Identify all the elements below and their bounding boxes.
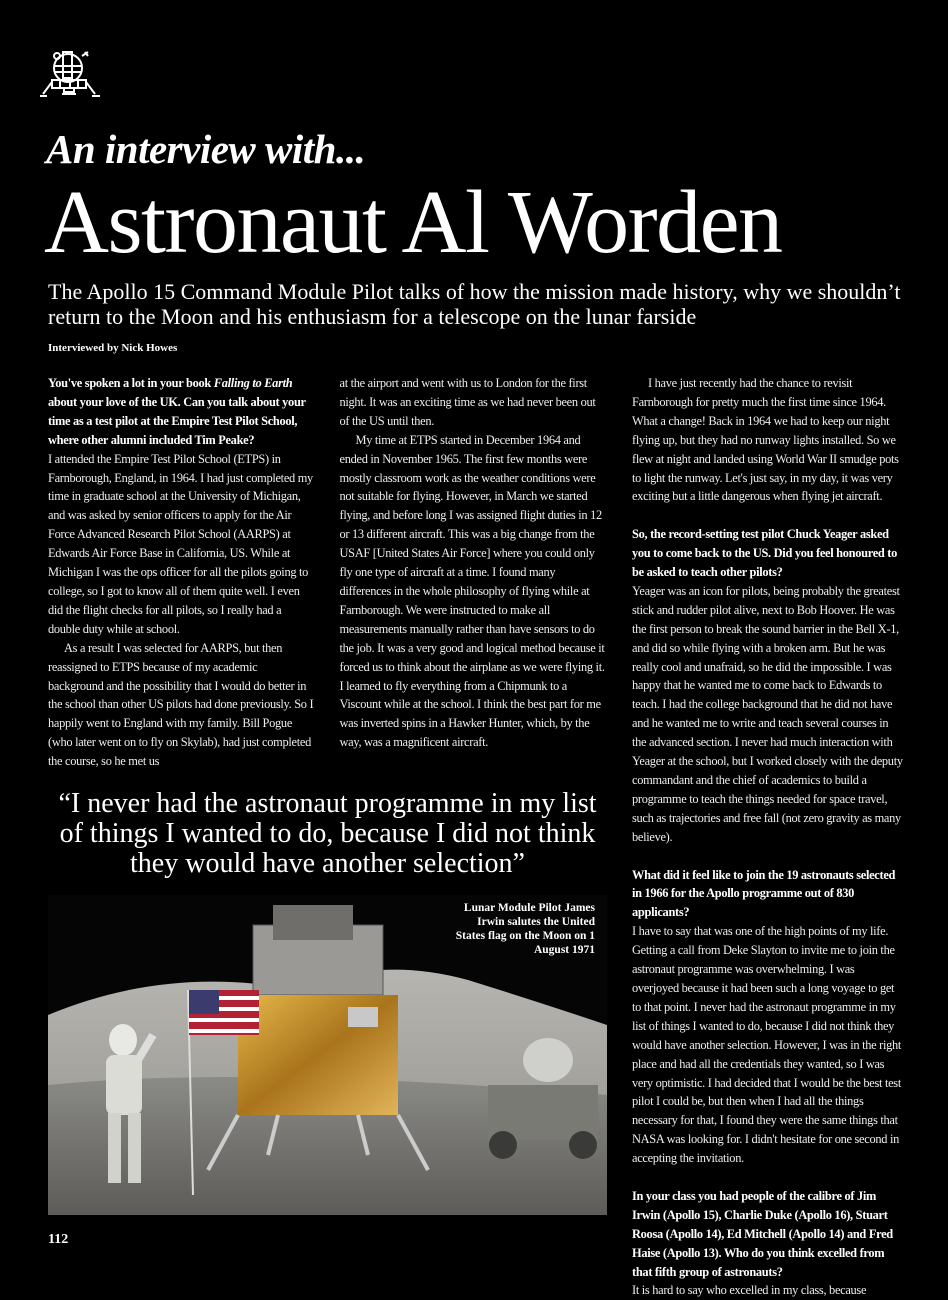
answer-paragraph: Yeager was an icon for pilots, being probably the greatest stick and rudder pilot alive, next to Bob Hoover. He was the first person to break the sound barrier in the Bell X-1, and did so while flying with a broken arm. But he was really cool and unafraid, so he did the impossible. I was happy that he wanted me to come back to Edwards to teach. I had the college background that he did not have and he wanted me to write and teach several courses in the advanced section. I never had much interaction with Yeager at the school, but I worked closely with the deputy commandant and the chief of academics to build a programme to teach the things needed for space travel, such as trajectories and free fall (not zero gravity as many believe).	[632, 583, 903, 844]
lunar-module-icon	[38, 48, 102, 104]
answer-paragraph: My time at ETPS started in December 1964 and ended in November 1965. The first few months were mostly classroom work as the weather conditions were not suitable for flying. However, in March we started flying, and before long I was assigned flight duties in 12 or 13 different aircraft. This was a big change from the USAF [United States Air Force] where you could only fly one type of aircraft at a time. I found many differences in the whole philosophy of flying while at Farnborough. We were instructed to make all measurements manually rather than have sensors to do the job. It was a very good and logical method because it forced us to think about the airplane as we were flying it. I learned to fly everything from a Chipmunk to a Viscount while at the school. I think the best part for me was inverted spins in a Hawker Hunter, which, by the way, was a magnificent aircraft.	[339, 432, 605, 750]
column-3	[632, 374, 904, 1300]
page-number: 112	[48, 1232, 69, 1247]
question: In your class you had people of the calibre of Jim Irwin (Apollo 15), Charlie Duke (Apollo 16), Stuart Roosa (Apollo 14), Ed Mitchell (Apollo 14) and Fred Haise (Apollo 13). Who do you think excelled from that fifth group of astronauts?	[632, 1188, 893, 1279]
answer-paragraph: It is hard to say who excelled in my class, because	[632, 1283, 867, 1298]
kicker: An interview with...	[46, 126, 366, 172]
answer-paragraph: As a result I was selected for AARPS, but then reassigned to ETPS because of my academic background and the possibility that I would do better in the school than other US pilots had done previously. So I happily went to England with my family. Bill Pogue (who later went on to fly on Skylab), had just completed the course, so he met us	[48, 640, 314, 769]
question-text: about your love of the UK. Can you talk about your time as a test pilot at the Empire Test Pilot School, where other alumni included Tim Peake?	[48, 394, 306, 447]
answer-paragraph: I have to say that was one of the high points of my life. Getting a call from Deke Slayton to invite me to join the astronaut programme was overwhelming. I was overjoyed because it had been such a long voyage to get to that point. I never had the astronaut programme in my list of things I wanted to do, because I did not think they would have another selection. However, I was in the right place and had all the credentials they wanted, so I was very optimistic. I had decided that I would be the best test pilot I could be, but then when I had all the things necessary for that, I found they were the same things that NASA was looking for. I didn't hesitate for one second in accepting the invitation.	[632, 924, 902, 1166]
column-2	[340, 374, 608, 752]
question: So, the record-setting test pilot Chuck Yeager asked you to come back to the US. Did you feel honoured to be asked to teach other pilots?	[632, 527, 898, 580]
pull-quote: “I never had the astronaut programme in my list of things I wanted to do, because I did not think they would have another selection”	[58, 788, 597, 880]
standfirst: The Apollo 15 Command Module Pilot talks of how the mission made history, why we shouldn’t return to the Moon and his enthusiasm for a telescope on the lunar farside	[48, 279, 901, 329]
question	[48, 374, 316, 450]
answer-paragraph: at the airport and went with us to London for the first night. It was an exciting time as we had never been out of the US until then.	[339, 376, 596, 428]
left-region	[48, 374, 607, 1215]
answer-paragraph: I attended the Empire Test Pilot School (ETPS) in Farnborough, England, in 1964. I had just completed my time in graduate school at the University of Michigan, and was asked by senior officers to apply for the Air Force Advanced Research Pilot School (AARPS) at Edwards Air Force Base in California, US. While at Michigan I was the ops officer for all the pilots going to college, so I got to know all of them quite well. I even did the flight checks for all pilots, so I really had a double duty while at school.	[48, 451, 313, 636]
page-title: Astronaut Al Worden	[44, 173, 782, 272]
column-1	[48, 374, 316, 771]
photo-caption: Lunar Module Pilot James Irwin salutes the United States flag on the Moon on 1 August 1971	[455, 902, 595, 957]
book-title: Falling to Earth	[213, 376, 293, 390]
columns-1-2	[48, 374, 607, 771]
apollo-15-photo	[48, 895, 607, 1215]
answer-paragraph: I have just recently had the chance to revisit Farnborough for pretty much the first time since 1964. What a change! Back in 1964 we had to keep our night flying up, but they had no runway lights installed. So we flew at night and landed using World War II smudge pots to light the runway. Let's just say, in my day, it was very exciting but a little dangerous when flying jet aircraft.	[632, 376, 899, 504]
question-text: You've spoken a lot in your book	[48, 376, 214, 390]
question: What did it feel like to join the 19 astronauts selected in 1966 for the Apollo programme out of 830 applicants?	[632, 867, 896, 920]
byline: Interviewed by Nick Howes	[48, 342, 178, 354]
